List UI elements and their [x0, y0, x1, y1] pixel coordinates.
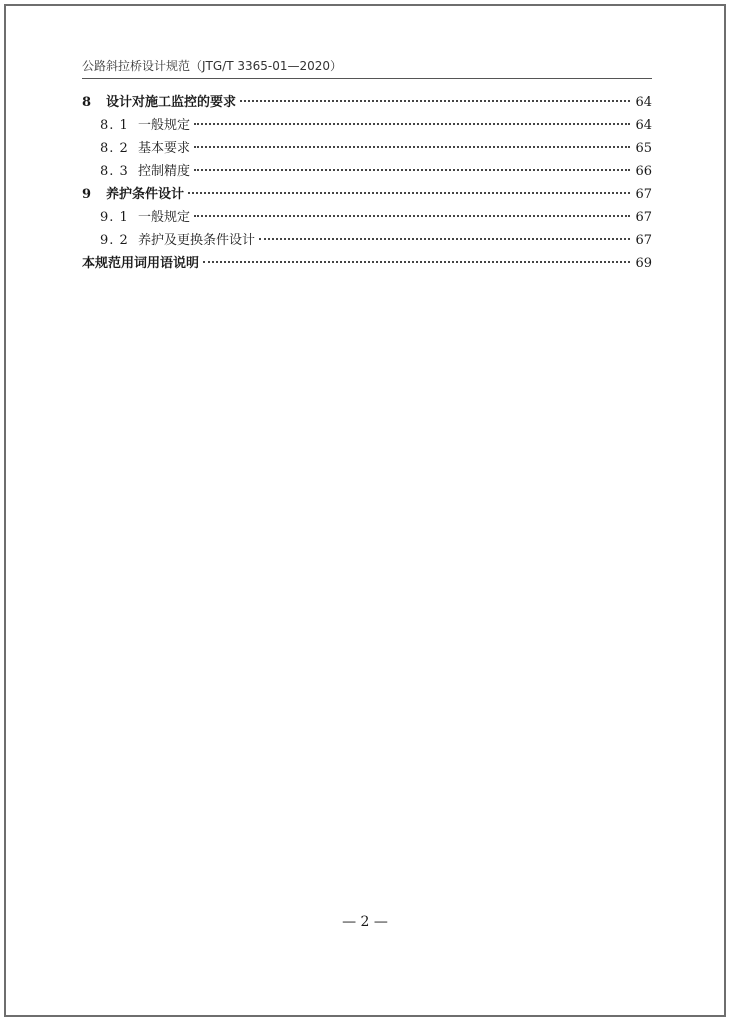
toc-entry-section-9-2[interactable]	[82, 229, 652, 252]
dot-leader	[194, 169, 630, 171]
toc-entry-section-8-2[interactable]	[82, 137, 652, 160]
running-header: 公路斜拉桥设计规范（JTG/T 3365-01—2020）	[82, 59, 343, 73]
toc-number: 9	[82, 187, 92, 202]
header-rule	[82, 78, 652, 79]
toc-entry-section-8-3[interactable]	[82, 160, 652, 183]
toc-title: 养护条件设计	[106, 187, 185, 202]
toc-page-number: 66	[635, 164, 652, 179]
dot-leader	[259, 238, 630, 240]
toc-entry-chapter-8[interactable]	[82, 91, 652, 114]
toc-number: 9. 2	[100, 233, 129, 248]
toc-page-number: 64	[635, 95, 652, 110]
toc-title: 设计对施工监控的要求	[106, 95, 237, 110]
toc-page-number: 67	[635, 233, 652, 248]
toc-title: 养护及更换条件设计	[138, 233, 256, 248]
toc-title: 一般规定	[138, 210, 191, 225]
table-of-contents	[82, 91, 652, 275]
dot-leader	[194, 123, 630, 125]
toc-page-number: 64	[635, 118, 652, 133]
dot-leader	[194, 146, 630, 148]
toc-entry-appendix[interactable]	[82, 252, 652, 275]
toc-number: 8. 2	[100, 141, 129, 156]
toc-entry-section-8-1[interactable]	[82, 114, 652, 137]
dot-leader	[240, 100, 630, 102]
toc-entry-chapter-9[interactable]	[82, 183, 652, 206]
toc-number: 8. 3	[100, 164, 129, 179]
toc-entry-section-9-1[interactable]	[82, 206, 652, 229]
toc-title: 基本要求	[138, 141, 191, 156]
dot-leader	[203, 261, 630, 263]
toc-page-number: 67	[635, 210, 652, 225]
toc-title: 本规范用词用语说明	[82, 256, 200, 271]
page-number: — 2 —	[342, 914, 388, 930]
dot-leader	[188, 192, 630, 194]
toc-page-number: 65	[635, 141, 652, 156]
toc-page-number: 67	[635, 187, 652, 202]
dot-leader	[194, 215, 630, 217]
toc-title: 控制精度	[138, 164, 191, 179]
toc-page-number: 69	[635, 256, 652, 271]
toc-number: 9. 1	[100, 210, 129, 225]
toc-title: 一般规定	[138, 118, 191, 133]
toc-number: 8. 1	[100, 118, 129, 133]
toc-number: 8	[82, 95, 92, 110]
